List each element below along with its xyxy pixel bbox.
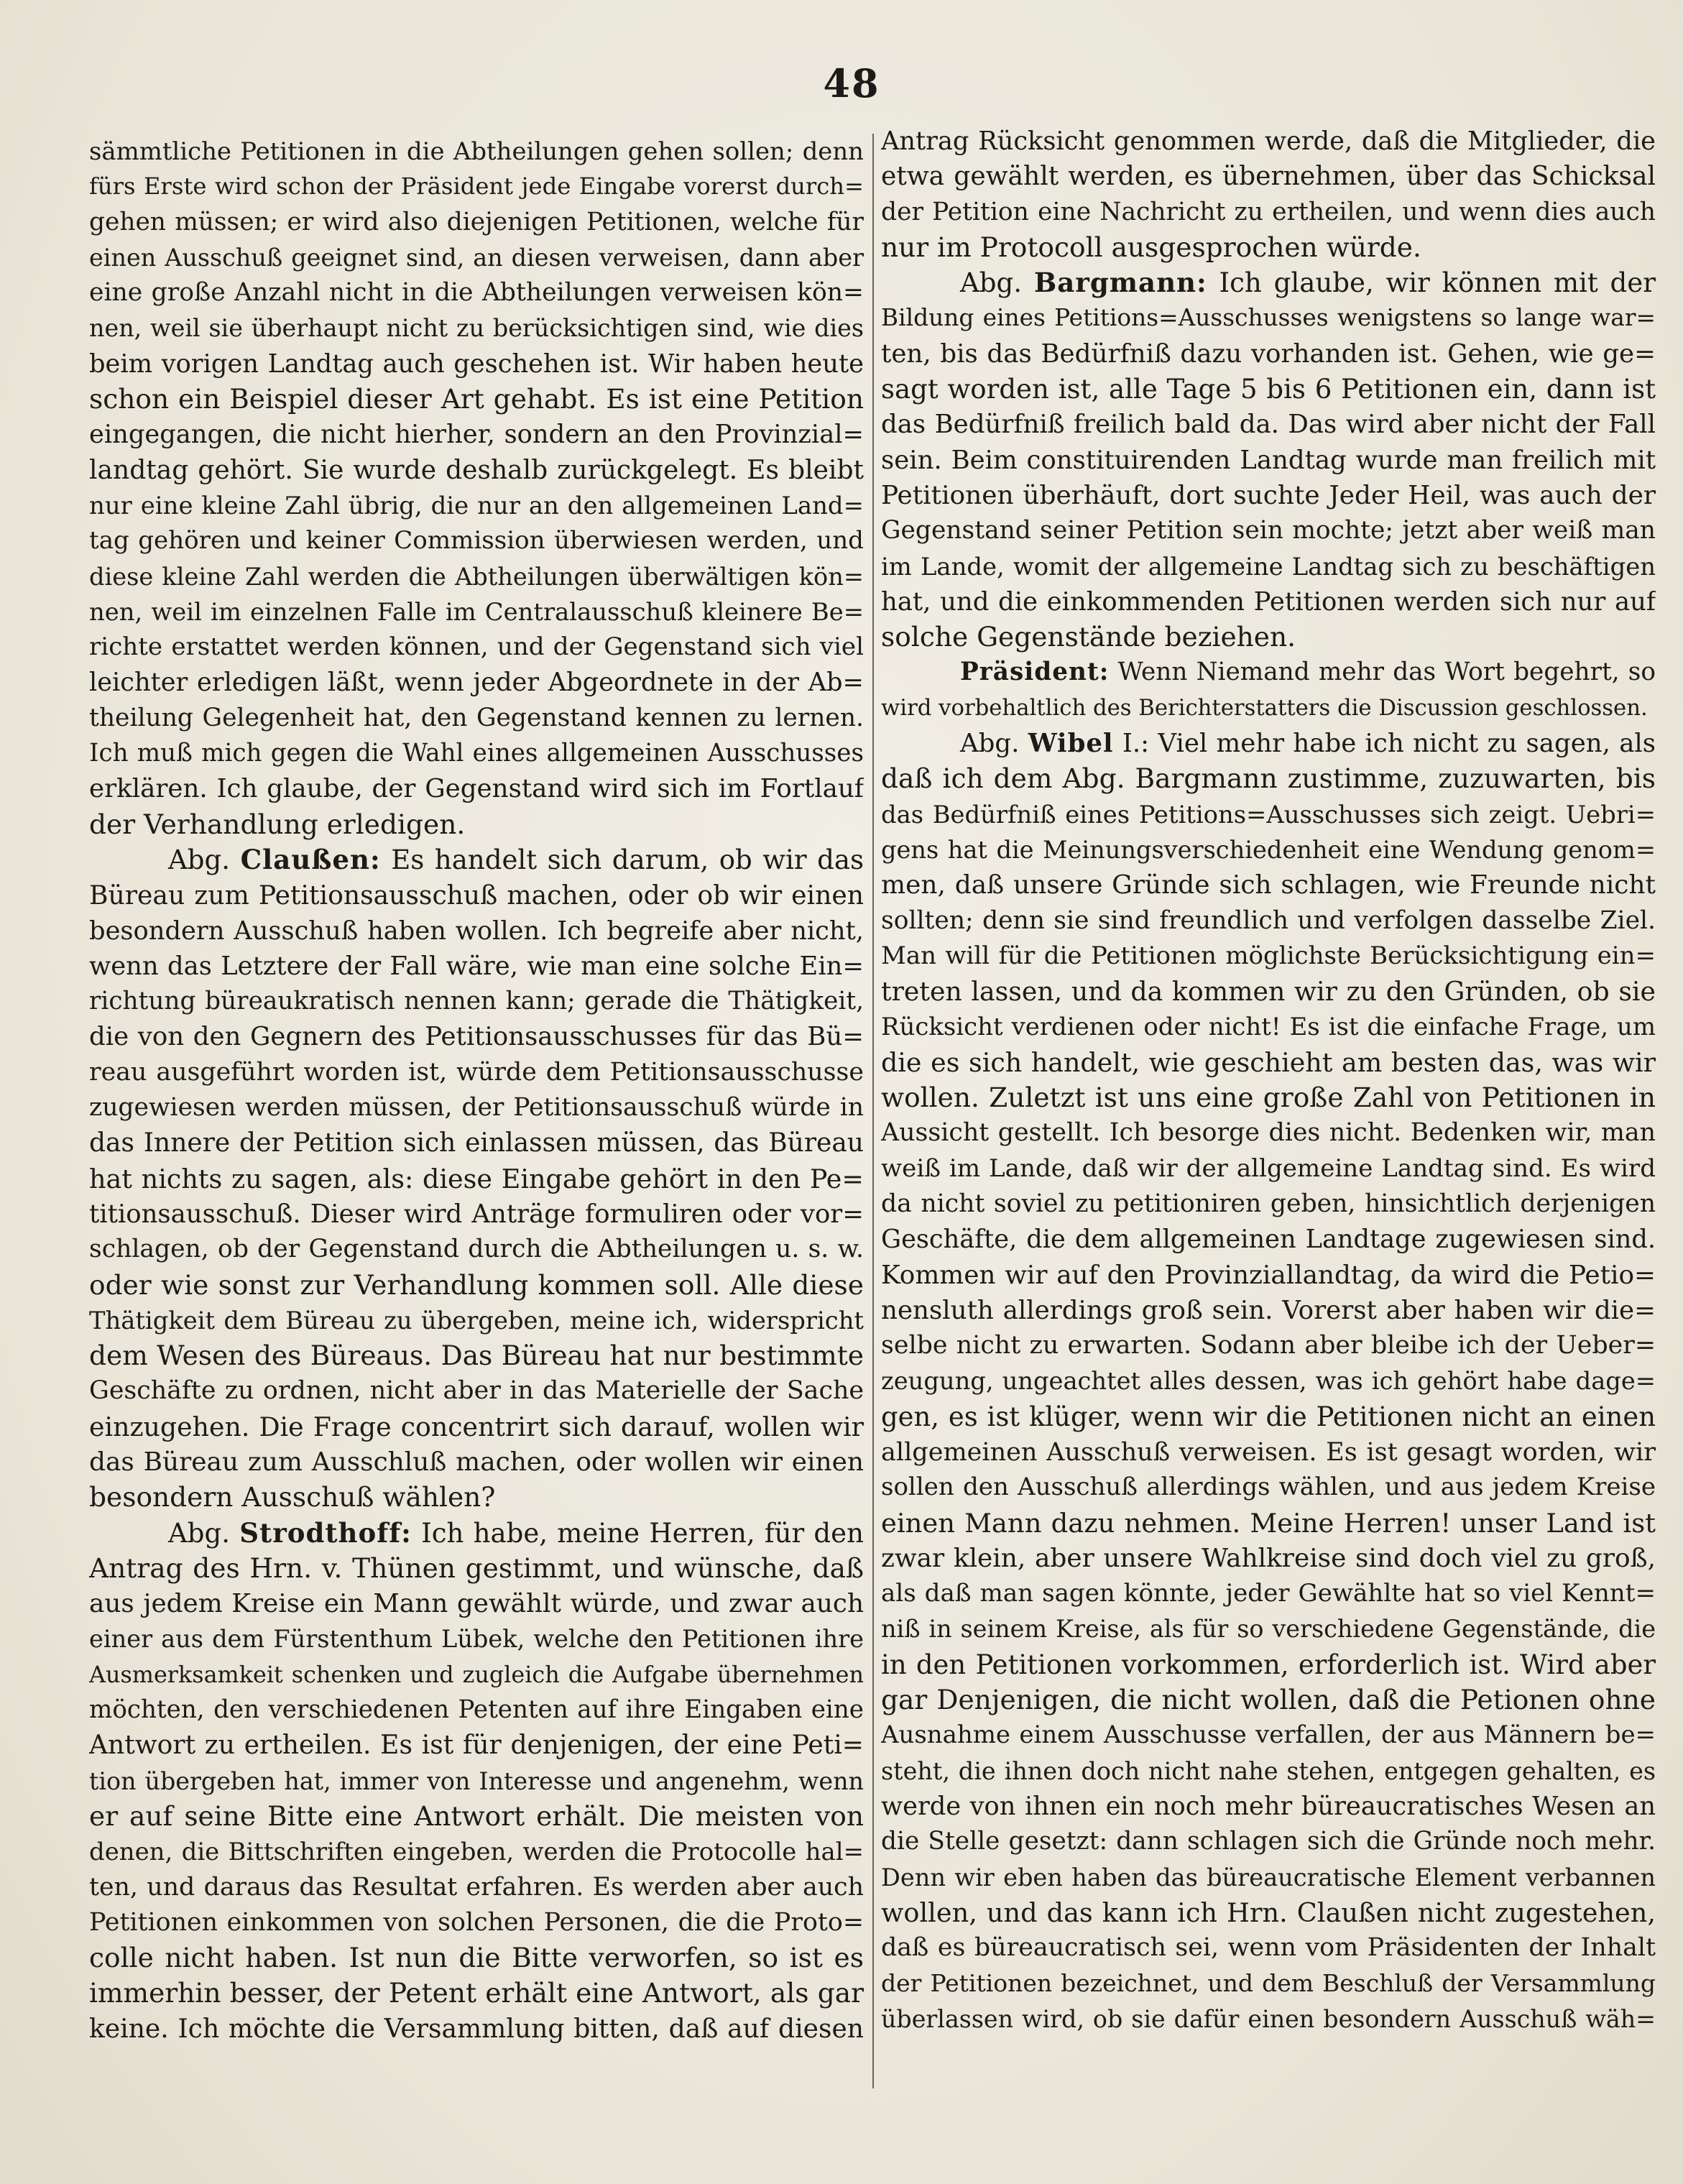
line-text: da nicht soviel zu petitioniren geben, hinsichtlich derjenigen (881, 1189, 1656, 1218)
line-text: Man will für die Petitionen möglichste Berücksichtigung ein= (881, 941, 1656, 970)
text-line (89, 1338, 864, 1373)
text-line (89, 134, 864, 169)
text-line (89, 1409, 864, 1445)
text-line (89, 1232, 864, 1267)
text-line (881, 1470, 1656, 1505)
line-text: landtag gehört. Sie wurde deshalb zurückgelegt. Es bleibt (89, 455, 864, 485)
text-line (89, 1657, 864, 1692)
text-line (881, 1080, 1656, 1115)
text-line (89, 1125, 864, 1161)
text-line (881, 1258, 1656, 1293)
line-text: einer aus dem Fürstenthum Lübek, welche den Petitionen ihre (89, 1625, 864, 1654)
text-line (881, 1895, 1656, 1930)
line-text: einen Mann dazu nehmen. Meine Herren! unser Land ist (881, 1507, 1656, 1539)
text-line (89, 275, 864, 310)
line-text: besondern Ausschuß haben wollen. Ich begreife aber nicht, (89, 916, 864, 946)
line-text: aus jedem Kreise ein Mann gewählt würde, und zwar auch (89, 1589, 864, 1619)
line-text: fürs Erste wird schon der Präsident jede Eingabe vorerst durch= (89, 172, 864, 201)
line-text: schon ein Beispiel dieser Art gehabt. Es ist eine Petition (89, 383, 864, 415)
speaker-prefix: Abg. (960, 729, 1028, 759)
text-line (89, 1586, 864, 1621)
text-line (881, 124, 1656, 159)
line-text: Geschäfte zu ordnen, nicht aber in das Materielle der Sache (89, 1376, 864, 1406)
text-line (89, 1728, 864, 1763)
line-text: in den Petitionen vorkommen, erforderlich ist. Wird aber (881, 1649, 1656, 1680)
line-text: eine große Anzahl nicht in die Abtheilungen verweisen kön= (89, 278, 864, 308)
text-line (89, 736, 864, 771)
line-text: oder wie sonst zur Verhandlung kommen soll. Alle diese (89, 1268, 864, 1301)
speaker-name: Strodthoff: (239, 1516, 412, 1549)
text-line (881, 1789, 1656, 1824)
line-text: etwa gewählt werden, es übernehmen, über das Schicksal (881, 161, 1656, 192)
line-text: sagt worden ist, alle Tage 5 bis 6 Petitionen ein, dann ist (881, 374, 1656, 405)
text-line (89, 1799, 864, 1834)
line-text: beim vorigen Landtag auch geschehen ist. Wir haben heute (89, 349, 864, 379)
text-line (89, 594, 864, 630)
text-line (881, 1930, 1656, 1966)
text-line (881, 1541, 1656, 1576)
line-text: gens hat die Meinungsverschiedenheit eine Wendung genom= (881, 835, 1656, 864)
text-line (881, 1399, 1656, 1434)
line-text: sein. Beim constituirenden Landtag wurde man freilich mit (881, 445, 1656, 475)
text-line (89, 913, 864, 949)
text-line (89, 346, 864, 382)
line-text: die es sich handelt, wie geschieht am besten das, was wir (881, 1046, 1656, 1078)
text-line (881, 797, 1656, 832)
line-text: sollten; denn sie sind freundlich und verfolgen dasselbe Ziel. (881, 906, 1656, 935)
speaker-prefix: Abg. (168, 844, 241, 875)
line-text: das Innere der Petition sich einlassen müssen, das Büreau (89, 1128, 864, 1158)
line-text: reau ausgeführt worden ist, würde dem Petitionsausschusse (89, 1057, 864, 1087)
text-line (89, 1303, 864, 1338)
line-text: nur im Protocoll ausgesprochen würde. (881, 231, 1421, 263)
speaker-prefix: Abg. (960, 267, 1034, 299)
text-line (89, 1197, 864, 1232)
text-line (89, 1090, 864, 1125)
text-line (89, 701, 864, 736)
line-text: Ich glaube, wir können mit der (1207, 267, 1656, 299)
line-text: zugewiesen werden müssen, der Petitionsausschuß würde in (89, 1093, 864, 1123)
line-text: Ausnahme einem Ausschusse verfallen, der aus Männern be= (881, 1720, 1656, 1750)
text-line (89, 240, 864, 275)
text-line (89, 417, 864, 452)
line-text: tion übergeben hat, immer von Interesse und angenehm, wenn (89, 1766, 864, 1795)
text-line (881, 1293, 1656, 1328)
line-text: Denn wir eben haben das büreaucratische Element verbannen (881, 1863, 1656, 1892)
page-number: 48 (823, 60, 880, 106)
line-text: einen Ausschuß geeignet sind, an diesen verweisen, dann aber (89, 243, 864, 272)
line-text: Antwort zu ertheilen. Es ist für denjenigen, der eine Peti= (89, 1730, 864, 1761)
text-line (881, 1966, 1656, 2001)
line-text: Petitionen überhäuft, dort suchte Jeder Heil, was auch der (881, 480, 1656, 510)
line-text: nen, weil sie überhaupt nicht zu berücksichtigen sind, wie dies (89, 314, 864, 343)
line-text: daß es büreaucratisch sei, wenn vom Präsidenten der Inhalt (881, 1933, 1656, 1963)
line-text: schlagen, ob der Gegenstand durch die Abtheilungen u. s. w. (89, 1235, 864, 1264)
text-line (89, 488, 864, 523)
text-line (89, 169, 864, 204)
text-line (89, 1161, 864, 1197)
text-line (881, 1045, 1656, 1080)
line-text: hat nichts zu sagen, als: diese Eingabe gehört in den Pe= (89, 1163, 864, 1194)
line-text: gehen müssen; er wird also diejenigen Petitionen, welche für (89, 207, 864, 236)
line-text: allgemeinen Ausschuß verweisen. Es ist gesagt worden, wir (881, 1437, 1656, 1467)
text-line (881, 159, 1656, 194)
line-text: ten, bis das Bedürfniß dazu vorhanden ist. Gehen, wie ge= (881, 338, 1656, 369)
speaker-name: Wibel (1028, 729, 1114, 759)
text-line (881, 761, 1656, 796)
line-text: Rücksicht verdienen oder nicht! Es ist die einfache Frage, um (881, 1013, 1656, 1041)
text-line (89, 1834, 864, 1869)
line-text: er auf seine Bitte eine Antwort erhält. Die meisten von (89, 1800, 864, 1832)
line-text: Petitionen einkommen von solchen Personen, die die Proto= (89, 1907, 864, 1937)
text-line (89, 842, 864, 877)
line-text: der Petition eine Nachricht zu ertheilen, und wenn dies auch (881, 197, 1656, 226)
text-line (881, 1506, 1656, 1541)
line-text: titionsausschuß. Dieser wird Anträge formuliren oder vor= (89, 1199, 864, 1229)
line-text: Aussicht gestellt. Ich besorge dies nicht. Bedenken wir, man (881, 1118, 1656, 1148)
line-text: theilung Gelegenheit hat, den Gegenstand kennen zu lernen. (89, 703, 864, 732)
line-text: möchten, den verschiedenen Petenten auf ihre Eingaben eine (89, 1695, 864, 1725)
line-text: das Bedürfniß freilich bald da. Das wird aber nicht der Fall (881, 410, 1656, 440)
line-text: wollen. Zuletzt ist uns eine große Zahl von Petitionen in (881, 1082, 1656, 1114)
line-text: einzugehen. Die Frage concentrirt sich darauf, wollen wir (89, 1411, 864, 1442)
line-text: tag gehören und keiner Commission überwiesen werden, und (89, 526, 864, 556)
line-text: im Lande, womit der allgemeine Landtag sich zu beschäftigen (881, 552, 1656, 581)
text-line (881, 443, 1656, 478)
line-text: werde von ihnen ein noch mehr büreaucratisches Wesen an (881, 1791, 1656, 1821)
line-text: nensluth allerdings groß sein. Vorerst aber haben wir die= (881, 1295, 1656, 1325)
line-text: denen, die Bittschriften eingeben, werden die Protocolle hal= (89, 1838, 864, 1866)
line-text: der Petitionen bezeichnet, und dem Beschluß der Versammlung (881, 1969, 1656, 1998)
line-text: Es handelt sich darum, ob wir das (380, 844, 864, 875)
text-line (881, 1363, 1656, 1399)
text-line (89, 1268, 864, 1303)
line-text: Ausmerksamkeit schenken und zugleich die Aufgabe übernehmen (89, 1660, 864, 1688)
text-line (881, 655, 1656, 690)
text-line (89, 453, 864, 488)
text-line (881, 300, 1656, 336)
text-line (881, 1115, 1656, 1151)
line-text: richte erstattet werden können, und der Gegenstand sich viel (89, 632, 864, 662)
text-line (881, 549, 1656, 584)
text-line (89, 1621, 864, 1657)
speaker-name: Bargmann: (1033, 267, 1207, 299)
line-text: zeugung, ungeachtet alles dessen, was ich gehört habe dage= (881, 1367, 1656, 1396)
text-line (881, 1434, 1656, 1470)
text-line (89, 1445, 864, 1480)
text-line (881, 1611, 1656, 1646)
text-line (881, 478, 1656, 513)
text-line (881, 336, 1656, 372)
line-text: besondern Ausschuß wählen? (89, 1481, 496, 1513)
line-text: wenn das Letztere der Fall wäre, wie man eine solche Ein= (89, 951, 864, 981)
line-text: Ich habe, meine Herren, für den (411, 1517, 864, 1549)
text-line (881, 513, 1656, 548)
text-line (881, 584, 1656, 619)
text-line (881, 726, 1656, 761)
text-line (881, 1222, 1656, 1257)
text-line (89, 523, 864, 558)
speaker-name: Präsident: (960, 658, 1110, 687)
line-text: richtung büreaukratisch nennen kann; gerade die Thätigkeit, (89, 987, 864, 1016)
line-text: leichter erledigen läßt, wenn jeder Abgeordnete in der Ab= (89, 668, 864, 698)
line-text: nen, weil im einzelnen Falle im Centralausschuß kleinere Be= (89, 597, 864, 626)
line-text: ten, und daraus das Resultat erfahren. Es werden aber auch (89, 1872, 864, 1902)
text-line (881, 691, 1656, 726)
text-line (89, 1940, 864, 1976)
line-text: Büreau zum Petitionsausschuß machen, oder ob wir einen (89, 880, 864, 911)
line-text: Kommen wir auf den Provinziallandtag, da wird die Petio= (881, 1260, 1656, 1290)
line-text: men, daß unsere Gründe sich schlagen, wie Freunde nicht (881, 870, 1656, 900)
speaker-prefix: Abg. (168, 1517, 240, 1549)
line-text: Thätigkeit dem Büreau zu übergeben, meine ich, widerspricht (89, 1306, 864, 1335)
text-line (881, 1860, 1656, 1895)
text-line (89, 1764, 864, 1799)
text-line (89, 1905, 864, 1940)
right-text-column (881, 124, 1656, 2037)
text-line (89, 1870, 864, 1905)
line-text: die Stelle gesetzt: dann schlagen sich die Gründe noch mehr. (881, 1827, 1656, 1856)
line-text: der Verhandlung erledigen. (89, 808, 466, 840)
text-line (881, 1754, 1656, 1789)
line-text: weiß im Lande, daß wir der allgemeine Landtag sind. Es wird (881, 1153, 1656, 1183)
text-line (89, 205, 864, 240)
text-line (89, 1019, 864, 1054)
text-line (881, 195, 1656, 230)
line-text: immerhin besser, der Petent erhält eine Antwort, als gar (89, 1977, 864, 2009)
line-text: niß in seinem Kreise, als für so verschiedene Gegenstände, die (881, 1615, 1656, 1644)
line-text: Ich muß mich gegen die Wahl eines allgemeinen Ausschusses (89, 739, 864, 768)
text-line (881, 1824, 1656, 1859)
line-text: überlassen wird, ob sie dafür einen besondern Ausschuß wäh= (881, 2004, 1656, 2033)
text-line (881, 1009, 1656, 1044)
text-line (89, 807, 864, 842)
line-text: sollen den Ausschuß allerdings wählen, und aus jedem Kreise (881, 1473, 1656, 1502)
line-text: gar Denjenigen, die nicht wollen, daß die Petionen ohne (881, 1684, 1656, 1716)
text-line (89, 630, 864, 665)
line-text: das Büreau zum Ausschluß machen, oder wollen wir einen (89, 1447, 864, 1477)
line-text: diese kleine Zahl werden die Abtheilungen überwältigen kön= (89, 562, 864, 591)
text-line (881, 832, 1656, 867)
line-text: Antrag des Hrn. v. Thünen gestimmt, und wünsche, daß (89, 1552, 864, 1584)
text-line (881, 1151, 1656, 1187)
line-text: Bildung eines Petitions=Ausschusses wenigstens so lange war= (881, 304, 1656, 332)
text-line (881, 372, 1656, 407)
line-text: I.: Viel mehr habe ich nicht zu sagen, als (1113, 729, 1656, 759)
text-line (881, 230, 1656, 265)
text-line (89, 1373, 864, 1409)
line-text: dem Wesen des Büreaus. Das Büreau hat nur bestimmte (89, 1340, 864, 1372)
text-line (881, 1328, 1656, 1363)
line-text: treten lassen, und da kommen wir zu den Gründen, ob sie (881, 976, 1656, 1008)
text-line (89, 984, 864, 1019)
text-line (89, 1976, 864, 2011)
left-text-column (89, 134, 864, 2047)
line-text: steht, die ihnen doch nicht nahe stehen, entgegen gehalten, es (881, 1756, 1656, 1785)
text-line (89, 310, 864, 346)
line-text: sämmtliche Petitionen in die Abtheilungen gehen sollen; denn (89, 137, 864, 165)
line-text: Geschäfte, die dem allgemeinen Landtage zugewiesen sind. (881, 1225, 1656, 1255)
line-text: wird vorbehaltlich des Berichterstatters die Discussion geschlossen. (881, 695, 1648, 721)
line-text: selbe nicht zu erwarten. Sodann aber bleibe ich der Ueber= (881, 1331, 1656, 1360)
text-line (89, 949, 864, 984)
text-line (89, 1516, 864, 1551)
text-line (881, 2001, 1656, 2037)
text-line (89, 2012, 864, 2047)
line-text: solche Gegenstände beziehen. (881, 621, 1296, 653)
text-line (881, 867, 1656, 903)
text-line (881, 407, 1656, 442)
line-text: als daß man sagen könnte, jeder Gewählte hat so viel Kennt= (881, 1579, 1656, 1608)
text-line (89, 1692, 864, 1728)
line-text: zwar klein, aber unsere Wahlkreise sind doch viel zu groß, (881, 1543, 1656, 1573)
text-line (881, 1647, 1656, 1682)
line-text: Antrag Rücksicht genommen werde, daß die Mitglieder, die (881, 126, 1656, 156)
text-line (881, 903, 1656, 939)
line-text: Wenn Niemand mehr das Wort begehrt, so (1109, 658, 1656, 687)
text-line (881, 939, 1656, 974)
line-text: hat, und die einkommenden Petitionen werden sich nur auf (881, 586, 1656, 617)
line-text: nur eine kleine Zahl übrig, die nur an den allgemeinen Land= (89, 491, 864, 520)
text-line (881, 974, 1656, 1009)
line-text: gen, es ist klüger, wenn wir die Petitionen nicht an einen (881, 1401, 1656, 1432)
line-text: wollen, und das kann ich Hrn. Claußen nicht zugestehen, (881, 1897, 1656, 1928)
text-line (89, 877, 864, 913)
text-line (89, 1551, 864, 1586)
text-line (89, 382, 864, 417)
speaker-name: Claußen: (240, 843, 381, 875)
line-text: die von den Gegnern des Petitionsausschusses für das Bü= (89, 1022, 864, 1052)
text-line (881, 1187, 1656, 1222)
line-text: erklären. Ich glaube, der Gegenstand wird sich im Fortlauf (89, 774, 864, 804)
text-line (89, 1480, 864, 1515)
column-divider (872, 134, 874, 2088)
text-line (89, 1055, 864, 1090)
line-text: colle nicht haben. Ist nun die Bitte verworfen, so ist es (89, 1942, 864, 1974)
text-line (89, 771, 864, 806)
line-text: daß ich dem Abg. Bargmann zustimme, zuzuwarten, bis (881, 762, 1656, 795)
line-text: das Bedürfniß eines Petitions=Ausschusses sich zeigt. Uebri= (881, 800, 1656, 829)
text-line (881, 1682, 1656, 1718)
text-line (89, 559, 864, 594)
text-line (881, 619, 1656, 655)
line-text: eingegangen, die nicht hierher, sondern an den Provinzial= (89, 420, 864, 450)
text-line (881, 1576, 1656, 1611)
line-text: Gegenstand seiner Petition sein mochte; jetzt aber weiß man (881, 516, 1656, 545)
line-text: keine. Ich möchte die Versammlung bitten, daß auf diesen (89, 2013, 864, 2044)
text-line (881, 1718, 1656, 1753)
text-line (881, 265, 1656, 300)
text-line (89, 665, 864, 700)
